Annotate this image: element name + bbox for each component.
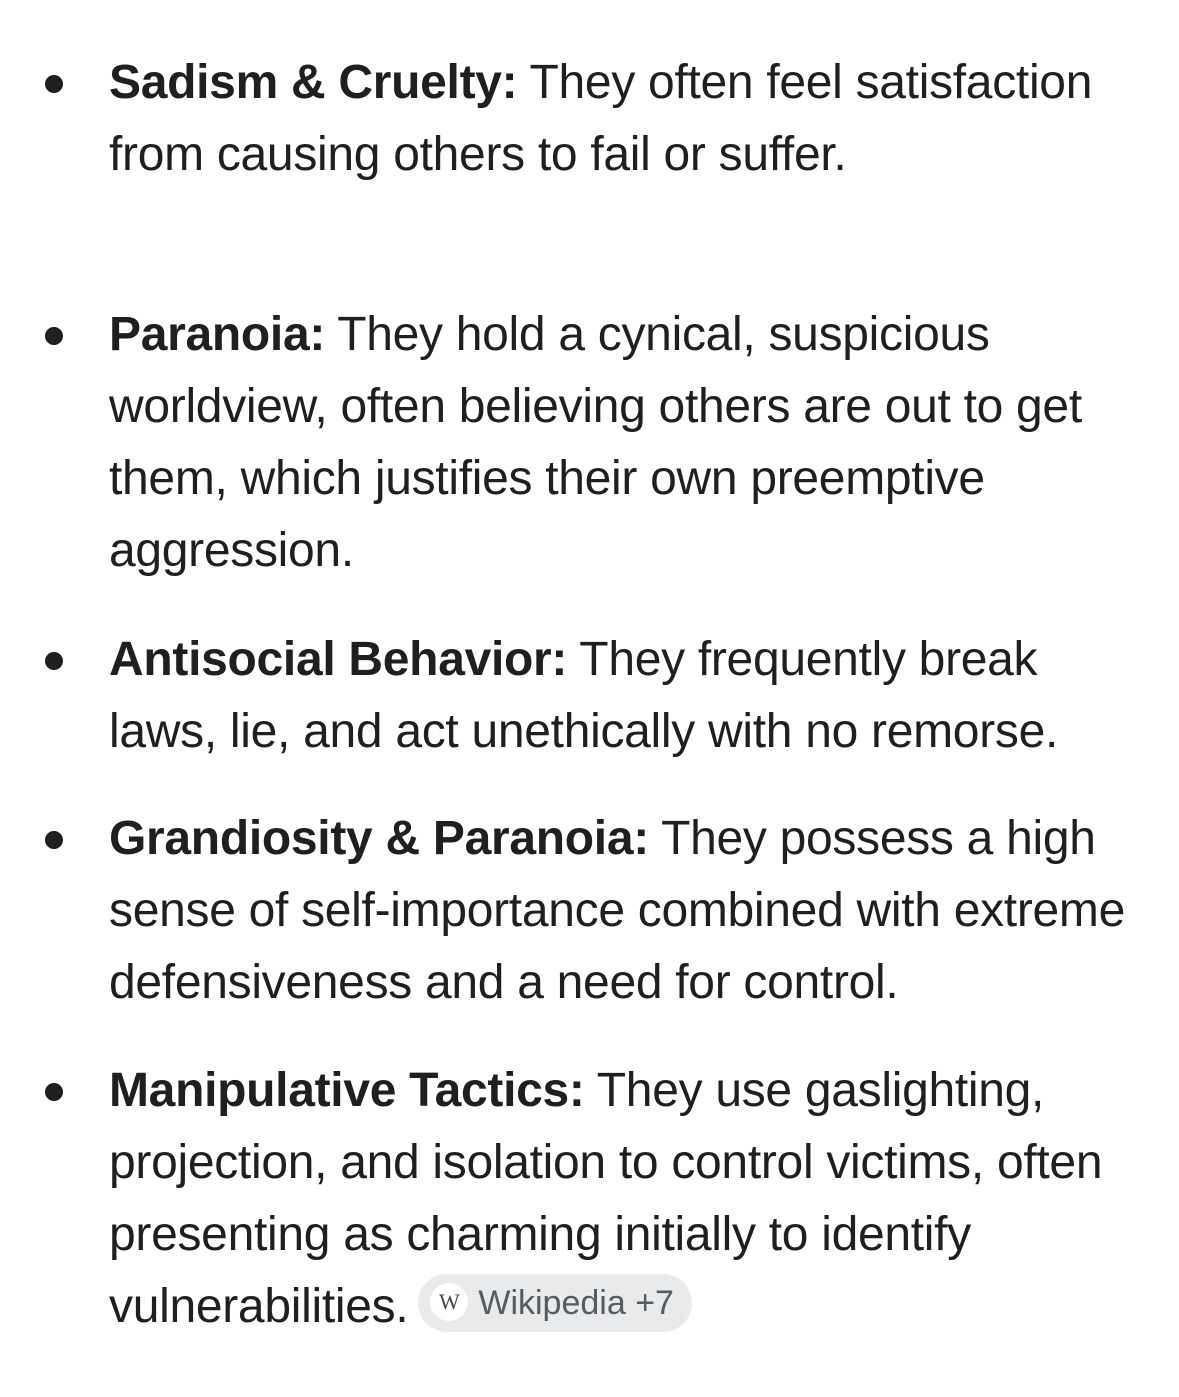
list-item-description: They hold a cynical, suspicious worldview, often believing others are out to get them, which justifies their own preemptive aggression. bbox=[109, 308, 1082, 577]
list-item-text bbox=[109, 803, 1144, 1019]
list-item-term: Antisocial Behavior: bbox=[109, 633, 568, 686]
bullet-point bbox=[45, 831, 63, 849]
source-chip[interactable] bbox=[418, 1274, 692, 1332]
list-item-text bbox=[109, 1055, 1144, 1343]
bullet-point bbox=[45, 327, 63, 345]
list-item-term: Sadism & Cruelty: bbox=[109, 56, 518, 109]
list-item-description: They possess a high sense of self-importance combined with extreme defensiveness and a need for control. bbox=[109, 812, 1125, 1009]
list-item-term: Grandiosity & Paranoia: bbox=[109, 812, 649, 865]
list-item-text bbox=[109, 624, 1144, 768]
source-chip-label: Wikipedia +7 bbox=[478, 1284, 674, 1323]
list-item-term: Manipulative Tactics: bbox=[109, 1064, 585, 1117]
list-item-description: They frequently break laws, lie, and act unethically with no remorse. bbox=[109, 633, 1059, 758]
list-item-description: They use gaslighting, projection, and isolation to control victims, often presenting as charming initially to identify vulnerabilities. bbox=[109, 1064, 1103, 1333]
list-item-description: They often feel satisfaction from causing others to fail or suffer. bbox=[109, 56, 1093, 181]
list-item-term: Paranoia: bbox=[109, 308, 326, 361]
list-item-text bbox=[109, 47, 1144, 191]
wikipedia-w-icon: W bbox=[430, 1283, 468, 1321]
bullet-point bbox=[45, 652, 63, 670]
bullet-point bbox=[45, 75, 63, 93]
list-item-text bbox=[109, 299, 1144, 587]
bullet-point bbox=[45, 1083, 63, 1101]
